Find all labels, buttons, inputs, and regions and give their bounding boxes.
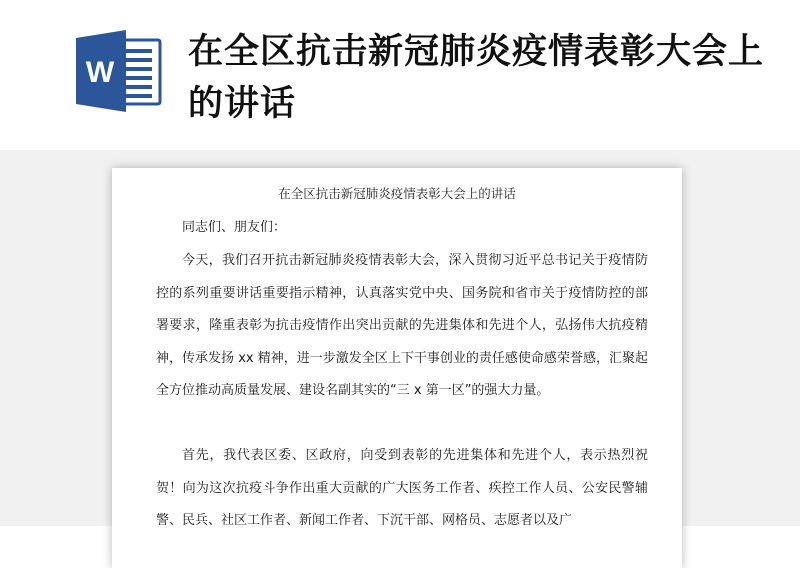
word-document-icon (76, 30, 164, 112)
document-title: 在全区抗击新冠肺炎疫情表彰大会上的讲话 (278, 186, 516, 201)
paragraph-2: 首先，我代表区委、区政府，向受到表彰的先进集体和先进个人，表示热烈祝贺！向为这次抗疫斗争作出重大贡献的广大医务工作者、疾控工作人员、公安民警辅警、民兵、社区工作者、新闻工作者、下沉干部、网格员、志愿者以及广 (156, 448, 648, 528)
page-title: 在全区抗击新冠肺炎疫情表彰大会上的讲话 (188, 32, 765, 124)
header-banner (0, 0, 800, 150)
greeting-line: 同志们、朋友们： (182, 220, 287, 235)
word-icon-letter: W (85, 56, 115, 89)
paragraph-1: 今天，我们召开抗击新冠肺炎疫情表彰大会，深入贯彻习近平总书记关于疫情防控的系列重要讲话重要指示精神，认真落实党中央、国务院和省市关于疫情防控的部署要求，隆重表彰为抗击疫情作出突出贡献的先进集体和先进个人，弘扬伟大抗疫精神，传承发扬 xx 精神，进一步激发全区上下干事创业的责任感使命感荣誉感，汇聚起全方位推动高质量发展、建设名副其实的“三 x 第一区”的强大力量。 (156, 253, 648, 398)
document-page (112, 168, 682, 568)
